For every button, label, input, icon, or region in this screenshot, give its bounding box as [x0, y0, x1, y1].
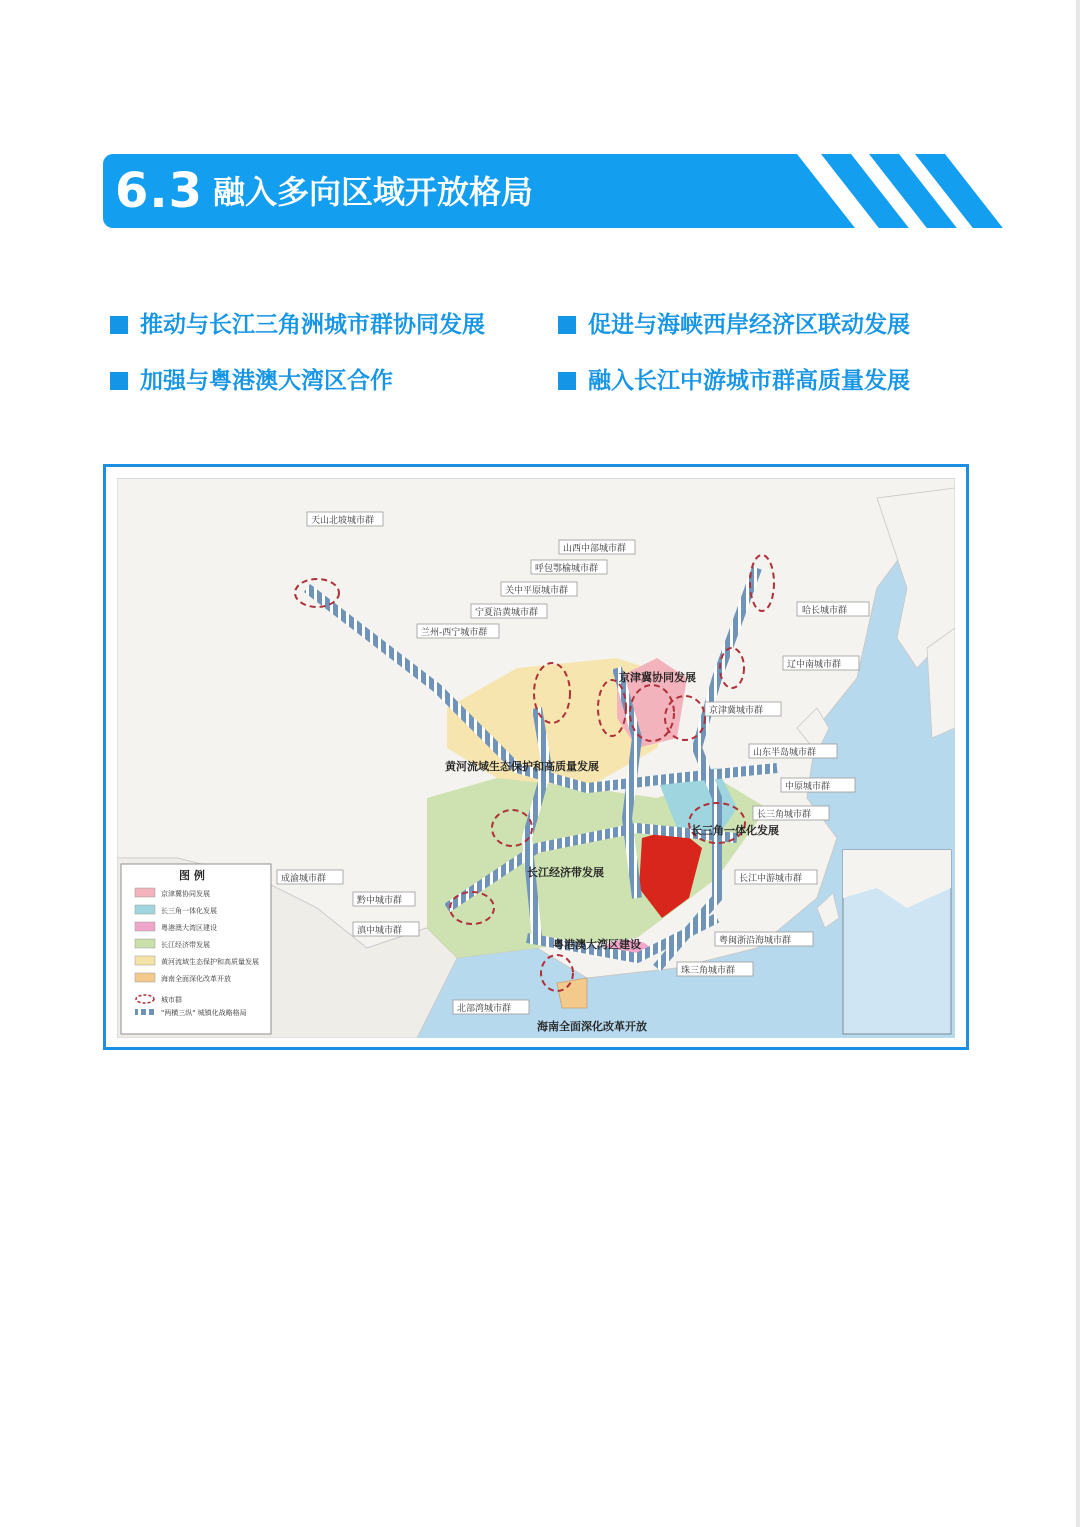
regional-map-frame — [103, 464, 969, 1050]
hainan-region — [557, 978, 587, 1008]
strategy-huanghe: 黄河流域生态保护和高质量发展 — [445, 760, 599, 773]
legend-swatch — [135, 956, 155, 965]
label-tianshan: 天山北坡城市群 — [311, 516, 375, 526]
legend-swatch — [135, 939, 155, 948]
legend-swatch — [135, 888, 155, 897]
regional-map — [117, 478, 955, 1038]
section-title: 融入多向区域开放格局 — [213, 173, 534, 211]
bullet-square-icon — [558, 316, 576, 334]
legend-item-label: 海南全面深化改革开放 — [161, 975, 231, 983]
strategy-changjiang: 长江经济带发展 — [527, 866, 604, 879]
label-qianzhong: 黔中城市群 — [357, 896, 403, 906]
strategy-hainan: 海南全面深化改革开放 — [537, 1020, 647, 1033]
bullet-square-icon — [110, 372, 128, 390]
label-beibu: 北部湾城市群 — [457, 1004, 512, 1014]
label-jingjinji-cluster: 京津冀城市群 — [709, 706, 764, 716]
legend-item-label: 京津冀协同发展 — [161, 890, 210, 898]
label-shandong: 山东半岛城市群 — [753, 748, 817, 758]
label-liaozhongnan: 辽中南城市群 — [787, 660, 842, 670]
legend-item-label: 黄河流域生态保护和高质量发展 — [161, 958, 259, 966]
bullet-item — [110, 310, 485, 340]
bullet-square-icon — [558, 372, 576, 390]
label-lanxi: 兰州-西宁城市群 — [421, 628, 488, 638]
label-hachang: 哈长城市群 — [802, 606, 848, 616]
label-changjiang-mid: 长江中游城市群 — [739, 874, 803, 884]
bullet-text: 促进与海峡西岸经济区联动发展 — [588, 312, 910, 338]
label-dianzhong: 滇中城市群 — [357, 926, 403, 936]
label-yuemin: 粤闽浙沿海城市群 — [719, 936, 792, 946]
legend-swatch — [135, 905, 155, 914]
legend-item-label: 长三角一体化发展 — [161, 907, 217, 915]
legend-corridor-label: "两横三纵" 城镇化战略格局 — [161, 1009, 247, 1017]
label-zhusanjiao: 珠三角城市群 — [681, 966, 736, 976]
label-chengyu: 成渝城市群 — [281, 874, 327, 884]
legend-title: 图 例 — [179, 869, 205, 882]
legend-swatch — [135, 922, 155, 931]
section-banner — [103, 154, 973, 228]
legend-item-label: 粤港澳大湾区建设 — [161, 924, 217, 932]
label-shanxi: 山西中部城市群 — [563, 544, 627, 554]
strategy-changsanjiao: 长三角一体化发展 — [691, 824, 779, 837]
bullet-text: 推动与长江三角洲城市群协同发展 — [140, 312, 485, 338]
section-number: 6.3 — [115, 163, 204, 219]
label-zhongyuan: 中原城市群 — [785, 782, 831, 792]
bullet-item — [558, 366, 910, 396]
label-hubao: 呼包鄂榆城市群 — [535, 564, 599, 574]
bullet-item — [110, 366, 393, 396]
bullet-item — [558, 310, 910, 340]
bullet-square-icon — [110, 316, 128, 334]
legend-cluster-label: 城市群 — [161, 996, 182, 1004]
label-changsanjiao-cluster: 长三角城市群 — [757, 810, 812, 820]
label-ningxia: 宁夏沿黄城市群 — [475, 608, 539, 618]
page-edge — [1076, 0, 1080, 1527]
legend-corridor-symbol — [135, 1009, 155, 1015]
bullet-text: 融入长江中游城市群高质量发展 — [588, 368, 910, 394]
strategy-jingjinji: 京津冀协同发展 — [619, 671, 696, 684]
legend-item-label: 长江经济带发展 — [161, 941, 210, 949]
label-guanzhong: 关中平原城市群 — [505, 586, 569, 596]
map-legend — [121, 864, 271, 1034]
strategy-yuegangao: 粤港澳大湾区建设 — [553, 938, 641, 951]
legend-swatch — [135, 973, 155, 982]
bullet-text: 加强与粤港澳大湾区合作 — [140, 368, 393, 394]
